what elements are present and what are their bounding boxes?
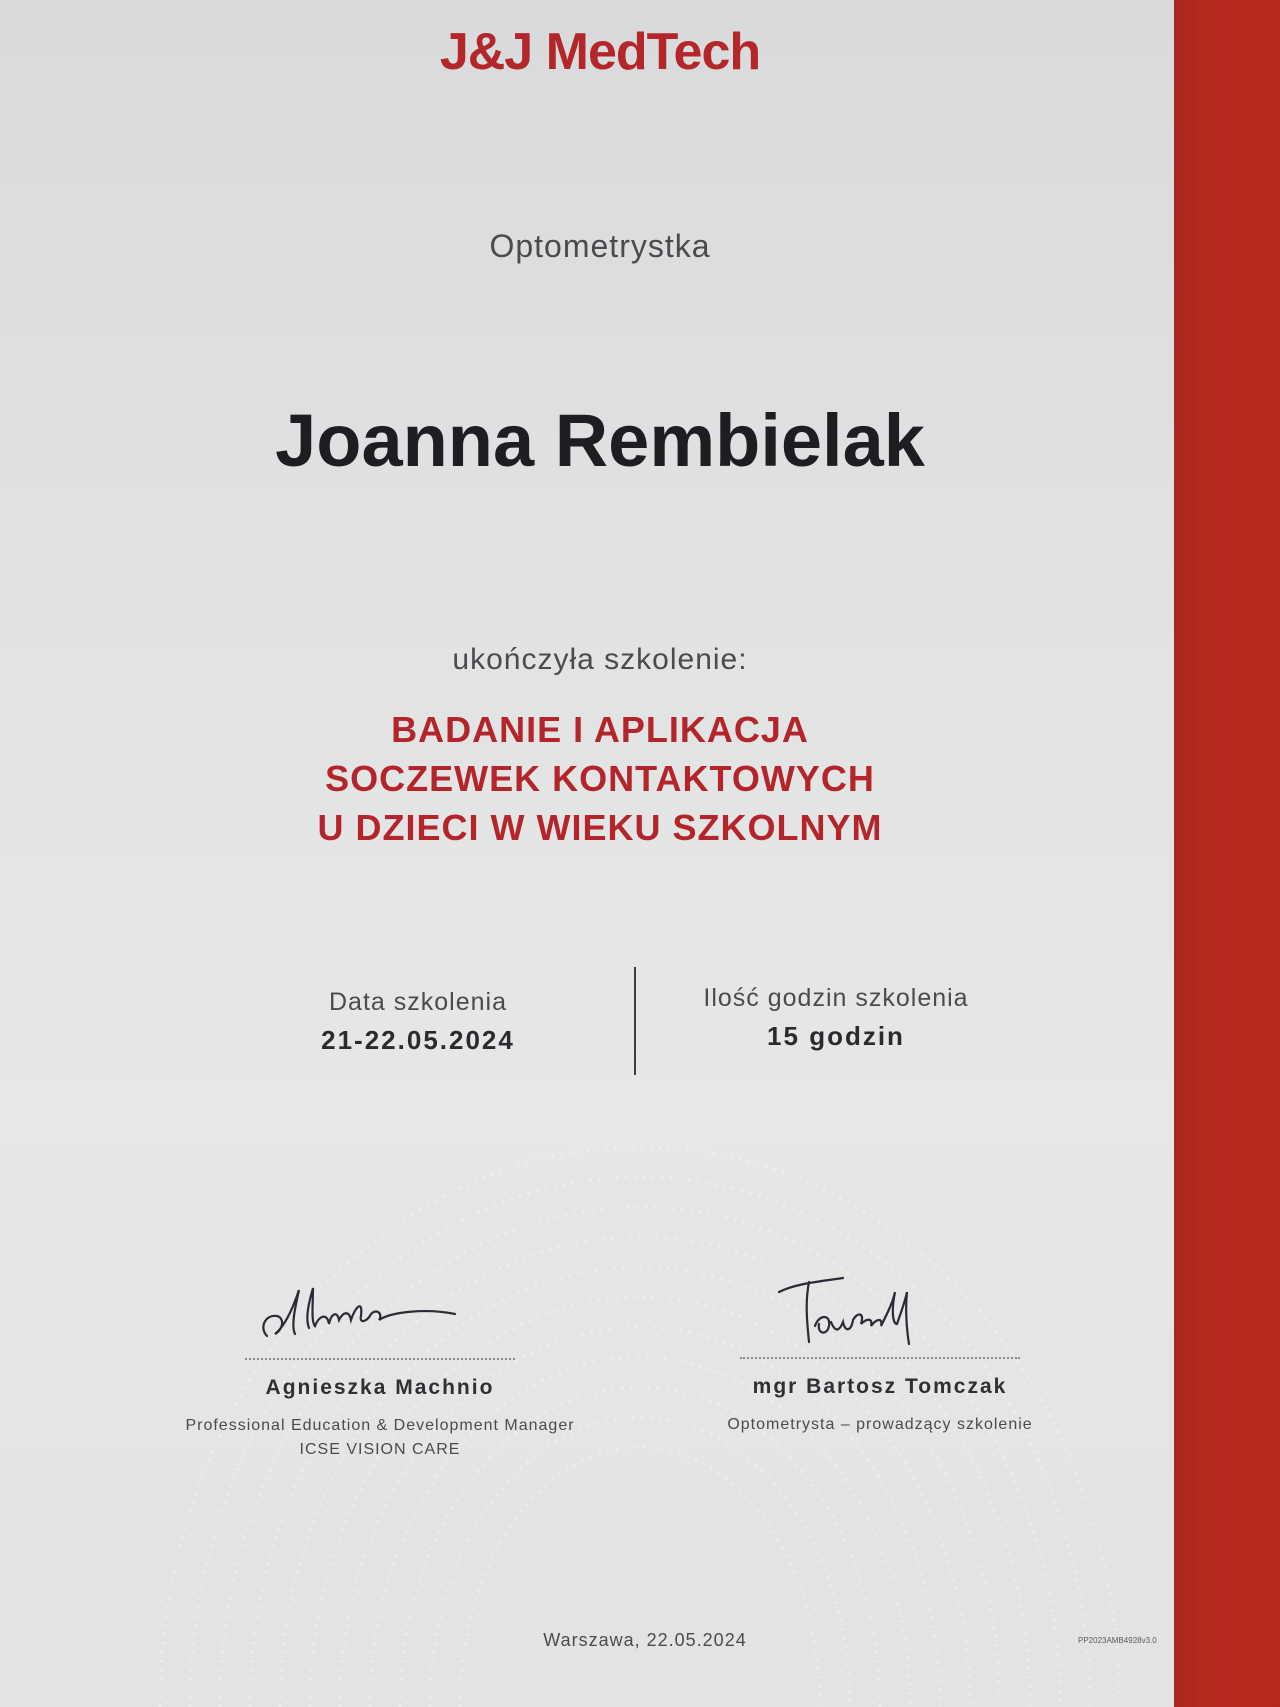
course-title: [0, 705, 1200, 852]
document-code: PP2023AMB4928v3.0: [1078, 1636, 1157, 1645]
training-hours-label: Ilość godzin szkolenia: [703, 984, 969, 1012]
course-title-line: SOCZEWEK KONTAKTOWYCH: [325, 758, 875, 799]
training-hours-value: 15 godzin: [767, 1021, 905, 1051]
training-hours-block: [646, 984, 1026, 1052]
info-divider: [634, 967, 636, 1075]
place-and-date: Warszawa, 22.05.2024: [543, 1630, 747, 1650]
red-side-band: [1174, 0, 1280, 1707]
signatory-role: [160, 1414, 600, 1462]
recipient-profession: Optometrystka: [489, 228, 711, 264]
signature-line: [245, 1358, 515, 1360]
signature-left: [255, 1268, 495, 1348]
signatory-role-line: ICSE VISION CARE: [299, 1441, 461, 1458]
signatory-right: [680, 1357, 1080, 1437]
training-date-value: 21-22.05.2024: [321, 1025, 515, 1055]
brand-logo: J&J MedTech: [439, 23, 761, 81]
signatory-role: [680, 1413, 1080, 1437]
signatory-role-line: Professional Education & Development Manager: [185, 1417, 575, 1434]
signatory-name: mgr Bartosz Tomczak: [752, 1375, 1008, 1398]
training-date-label: Data szkolenia: [329, 988, 507, 1016]
recipient-name: Joanna Rembielak: [275, 399, 925, 482]
course-title-line: U DZIECI W WIEKU SZKOLNYM: [317, 807, 883, 848]
training-date-block: [228, 988, 608, 1056]
signature-right: [775, 1262, 975, 1352]
signatory-role-line: Optometrysta – prowadzący szkolenie: [727, 1416, 1033, 1433]
signatory-name: Agnieszka Machnio: [265, 1376, 495, 1399]
signature-line: [740, 1357, 1020, 1359]
completion-text: ukończyła szkolenie:: [452, 643, 748, 676]
signatory-left: [160, 1358, 600, 1462]
course-title-line: BADANIE I APLIKACJA: [391, 709, 809, 750]
